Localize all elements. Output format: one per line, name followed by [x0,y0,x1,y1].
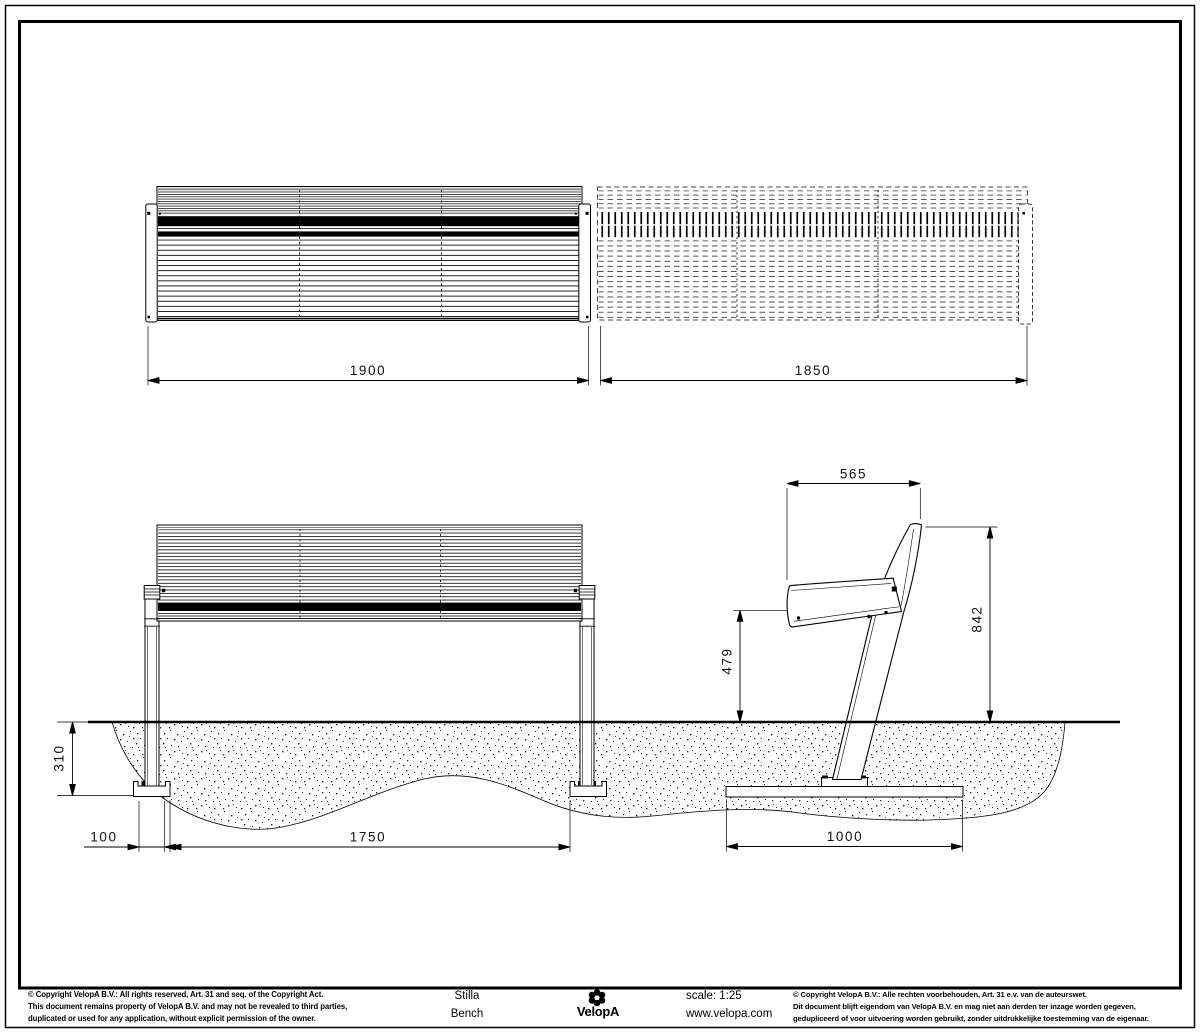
brand-wordmark: VelopA [576,1004,620,1019]
scale-block [686,987,772,1023]
scale-label: scale: 1:25 [686,990,742,1002]
copyright-nl-line: © Copyright VelopA B.V.: Alle rechten voorbehouden, Art. 31 e.v. van de auteurswet. [793,990,1087,999]
copyright-notice-nl [793,989,1149,1025]
dim-842 [926,527,998,722]
plan-seat-slats [158,240,581,320]
dim-479-label: 479 [719,647,735,675]
product-name-line2: Bench [450,1008,484,1020]
dim-1000-label: 1000 [826,829,864,844]
top-view-hidden-dashed [598,187,1033,324]
website-link: www.velopa.com [686,1008,773,1020]
dim-479 [733,610,788,722]
hidden-seat-slats [599,240,1027,319]
copyright-nl-line: Dit document blijft eigendom van VelopA B.V. en mag niet aan derden ter inzage worden gegeven, [793,1002,1136,1011]
dim-1850-label: 1850 [794,363,832,378]
dim-100-label: 100 [90,829,118,845]
side-ground-plate [726,787,963,798]
dim-842-label: 842 [969,605,985,633]
inner-frame [20,22,1181,989]
product-name-line1: Stilla [454,990,480,1002]
top-view-plan-solid [146,187,591,323]
copyright-en-line: © Copyright VelopA B.V.: All rights reserved, Art. 31 and seq. of the Copyright Act. [28,990,324,999]
copyright-en-line: duplicated or used for any application, without explicit permission of the owner. [28,1014,316,1023]
hidden-armrest-cap [1019,204,1033,324]
dim-1750-label: 1750 [349,829,387,845]
dim-1900-label: 1900 [349,363,387,378]
dim-310-label: 310 [51,744,67,772]
product-title [415,987,519,1023]
plan-seat-front-band [158,216,581,226]
copyright-notice-en [28,989,347,1025]
copyright-en-line: This document remains property of VelopA B.V. and may not be revealed to third parties, [28,1002,348,1011]
dim-565-label: 565 [839,466,868,482]
plan-backrest-slats [158,189,581,214]
front-seat-edge-band [158,603,581,611]
outer-frame [6,6,1195,1028]
copyright-nl-line: gedupliceerd of voor uitvoering worden gebruikt, zonder uitdrukkelijke toestemming van de eigenaar. [793,1014,1149,1023]
